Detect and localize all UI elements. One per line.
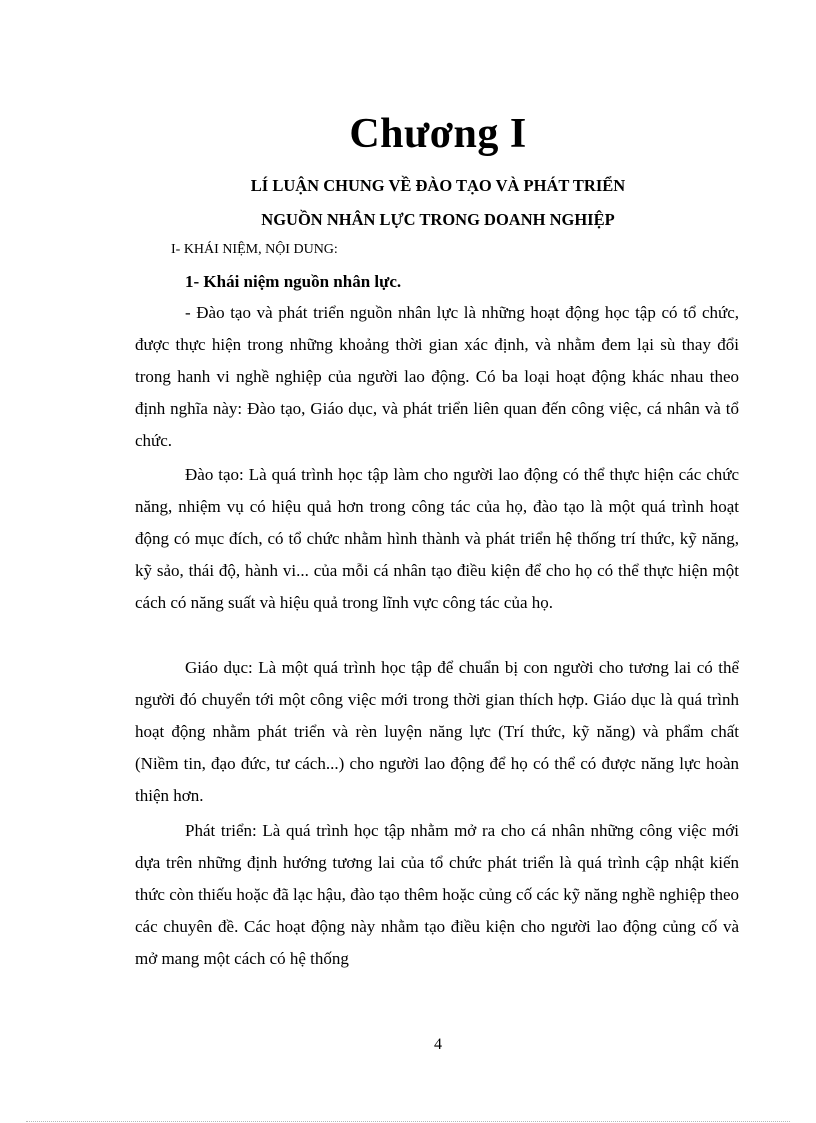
- page-number: 4: [434, 1036, 442, 1053]
- paragraph-training: Đào tạo: Là quá trình học tập làm cho người lao động có thể thực hiện các chức năng, nhiệm vụ có hiệu quả hơn trong công tác của họ, đào tạo là một quá trình hoạt động có mục đích, có tổ chức nhằm hình thành và phát triển hệ thống trí thức, kỹ năng, kỹ sảo, thái độ, hành vi... của mỗi cá nhân tạo điều kiện để cho họ có thể thực hiện một cách có năng suất và hiệu quả trong lĩnh vực công tác của họ.: [135, 465, 739, 612]
- chapter-heading-line-1: LÍ LUẬN CHUNG VỀ ĐÀO TẠO VÀ PHÁT TRIỂN: [250, 176, 626, 195]
- chapter-title: Chương I: [349, 111, 527, 157]
- chapter-heading-line-2: NGUỒN NHÂN LỰC TRONG DOANH NGHIỆP: [261, 210, 615, 229]
- section-heading: I- KHÁI NIỆM, NỘI DUNG:: [171, 242, 338, 257]
- paragraph-definition: - Đào tạo và phát triển nguồn nhân lực là những hoạt động học tập có tổ chức, được thực hiện trong những khoảng thời gian xác định, và nhằm đem lại sù thay đổi trong hanh vi nghề nghiệp của người lao động. Có ba loại hoạt động khác nhau theo định nghĩa này: Đào tạo, Giáo dục, và phát triển liên quan đến công việc, cá nhân và tổ chức.: [135, 303, 739, 450]
- paragraph-development: Phát triển: Là quá trình học tập nhằm mở ra cho cá nhân những công việc mới dựa trên những định hướng tương lai của tổ chức phát triển là quá trình cập nhật kiến thức còn thiếu hoặc đã lạc hậu, đào tạo thêm hoặc củng cố các kỹ năng nghề nghiệp theo các chuyên đề. Các hoạt động này nhằm tạo điều kiện cho người lao động củng cố và mở mang một cách có hệ thống: [135, 821, 739, 968]
- subsection-heading: 1- Khái niệm nguồn nhân lực.: [185, 272, 402, 291]
- page-bottom-edge: [26, 1121, 790, 1122]
- paragraph-education: Giáo dục: Là một quá trình học tập để chuẩn bị con người cho tương lai có thể người đó chuyển tới một công việc mới trong thời gian thích hợp. Giáo dục là quá trình hoạt động nhằm phát triển và rèn luyện năng lực (Trí thức, kỹ năng) và phẩm chất (Niềm tin, đạo đức, tư cách...) cho người lao động để họ có thể có được năng lực hoàn thiện hơn.: [135, 658, 739, 805]
